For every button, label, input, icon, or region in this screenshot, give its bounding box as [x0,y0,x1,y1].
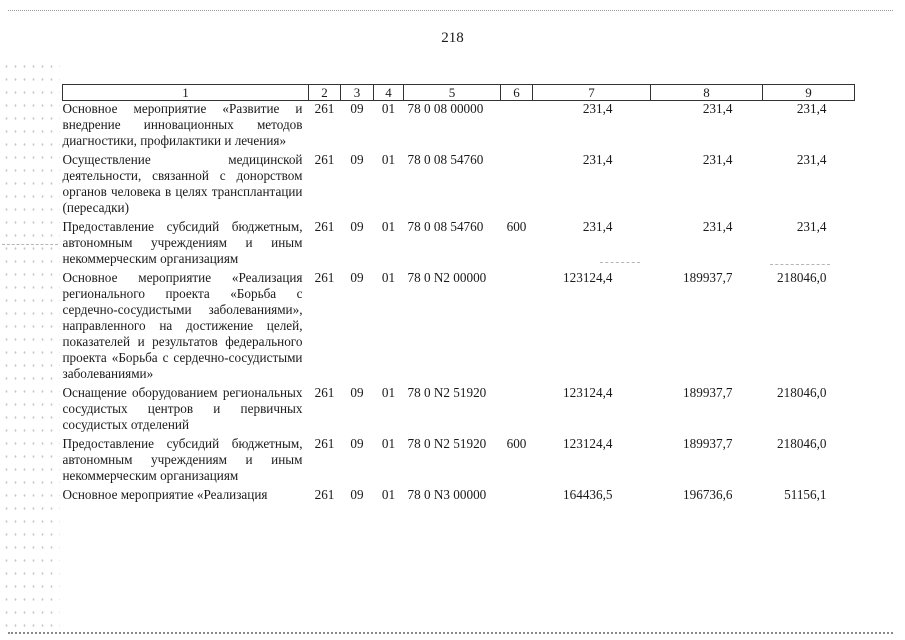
row-name: Предоставление субсидий бюджетным, автономным учреждениям и иным некоммерческим организациям [62,436,303,483]
row-col-6 [501,487,533,506]
row-col-8: 231,4 [702,219,733,234]
header-col-5: 5 [404,85,501,101]
header-col-1: 1 [63,85,309,101]
row-col-8: 189937,7 [683,385,733,400]
row-col-2: 261 [314,101,335,116]
row-name: Основное мероприятие «Реализация регионального проекта «Борьба с сердечно-сосудистыми заболеваниями», направленного на достижение целей, показателей и результатов федерального проекта «Борьба с сердечно-сосудистыми заболеваниями» [62,270,303,381]
row-col-2: 261 [314,436,335,451]
row-name: Основное мероприятие «Реализация [62,487,268,502]
row-col-6 [501,270,533,385]
table-row [63,436,855,487]
row-col-9: 231,4 [796,101,827,116]
row-col-2: 261 [314,152,335,167]
header-col-2: 2 [309,85,341,101]
row-col-2: 261 [314,270,335,285]
row-col-7: 231,4 [582,152,613,167]
row-col-4: 01 [381,487,396,502]
row-col-3: 09 [350,101,364,116]
row-col-7: 123124,4 [563,385,613,400]
table-row [63,101,855,153]
row-col-7: 164436,5 [563,487,613,502]
row-col-3: 09 [350,436,364,451]
row-col-5: 78 0 N2 00000 [407,270,487,285]
row-col-4: 01 [381,101,396,116]
table-row [63,487,855,506]
header-col-7: 7 [533,85,651,101]
row-col-6 [501,101,533,153]
row-col-5: 78 0 N2 51920 [407,385,487,400]
row-name: Оснащение оборудованием региональных сосудистых центров и первичных сосудистых отделений [62,385,303,432]
row-col-4: 01 [381,270,396,285]
row-col-8: 189937,7 [683,436,733,451]
header-col-6: 6 [501,85,533,101]
row-col-6 [501,152,533,219]
row-col-2: 261 [314,385,335,400]
header-col-4: 4 [374,85,404,101]
row-name: Осуществление медицинской деятельности, связанной с донорством органов человека в целях трансплантации (пересадки) [62,152,303,215]
row-col-2: 261 [314,219,335,234]
row-col-5: 78 0 08 54760 [407,152,484,167]
table-row [63,385,855,436]
header-col-8: 8 [651,85,763,101]
row-col-6: 600 [506,436,527,451]
scan-noise-left [2,60,60,630]
scan-edge-bottom [8,632,893,634]
row-col-2: 261 [314,487,335,502]
row-col-9: 231,4 [796,152,827,167]
row-col-8: 189937,7 [683,270,733,285]
header-col-3: 3 [341,85,374,101]
scan-noise-dash [2,244,58,245]
row-col-7: 123124,4 [563,270,613,285]
table-row [63,270,855,385]
row-col-5: 78 0 N2 51920 [407,436,487,451]
row-col-8: 196736,6 [683,487,733,502]
header-col-9: 9 [763,85,855,101]
budget-table [62,84,855,506]
row-name: Предоставление субсидий бюджетным, автономным учреждениям и иным некоммерческим организациям [62,219,303,266]
row-col-9: 218046,0 [777,436,827,451]
row-name: Основное мероприятие «Развитие и внедрение инновационных методов диагностики, профилактики и лечения» [62,101,303,148]
table-row [63,152,855,219]
row-col-5: 78 0 08 54760 [407,219,484,234]
row-col-5: 78 0 N3 00000 [407,487,487,502]
row-col-7: 231,4 [582,101,613,116]
row-col-3: 09 [350,219,364,234]
scan-edge-top [8,10,893,11]
row-col-8: 231,4 [702,152,733,167]
row-col-4: 01 [381,152,396,167]
page-number: 218 [441,30,464,46]
row-col-3: 09 [350,270,364,285]
row-col-8: 231,4 [702,101,733,116]
row-col-9: 231,4 [796,219,827,234]
row-col-6 [501,385,533,436]
row-col-6: 600 [506,219,527,234]
row-col-7: 231,4 [582,219,613,234]
row-col-4: 01 [381,219,396,234]
row-col-9: 218046,0 [777,270,827,285]
table-header-row [63,85,855,101]
row-col-3: 09 [350,385,364,400]
row-col-3: 09 [350,487,364,502]
row-col-3: 09 [350,152,364,167]
row-col-9: 51156,1 [784,487,827,502]
table-row [63,219,855,270]
row-col-4: 01 [381,385,396,400]
row-col-4: 01 [381,436,396,451]
row-col-5: 78 0 08 00000 [407,101,484,116]
row-col-9: 218046,0 [777,385,827,400]
row-col-7: 123124,4 [563,436,613,451]
